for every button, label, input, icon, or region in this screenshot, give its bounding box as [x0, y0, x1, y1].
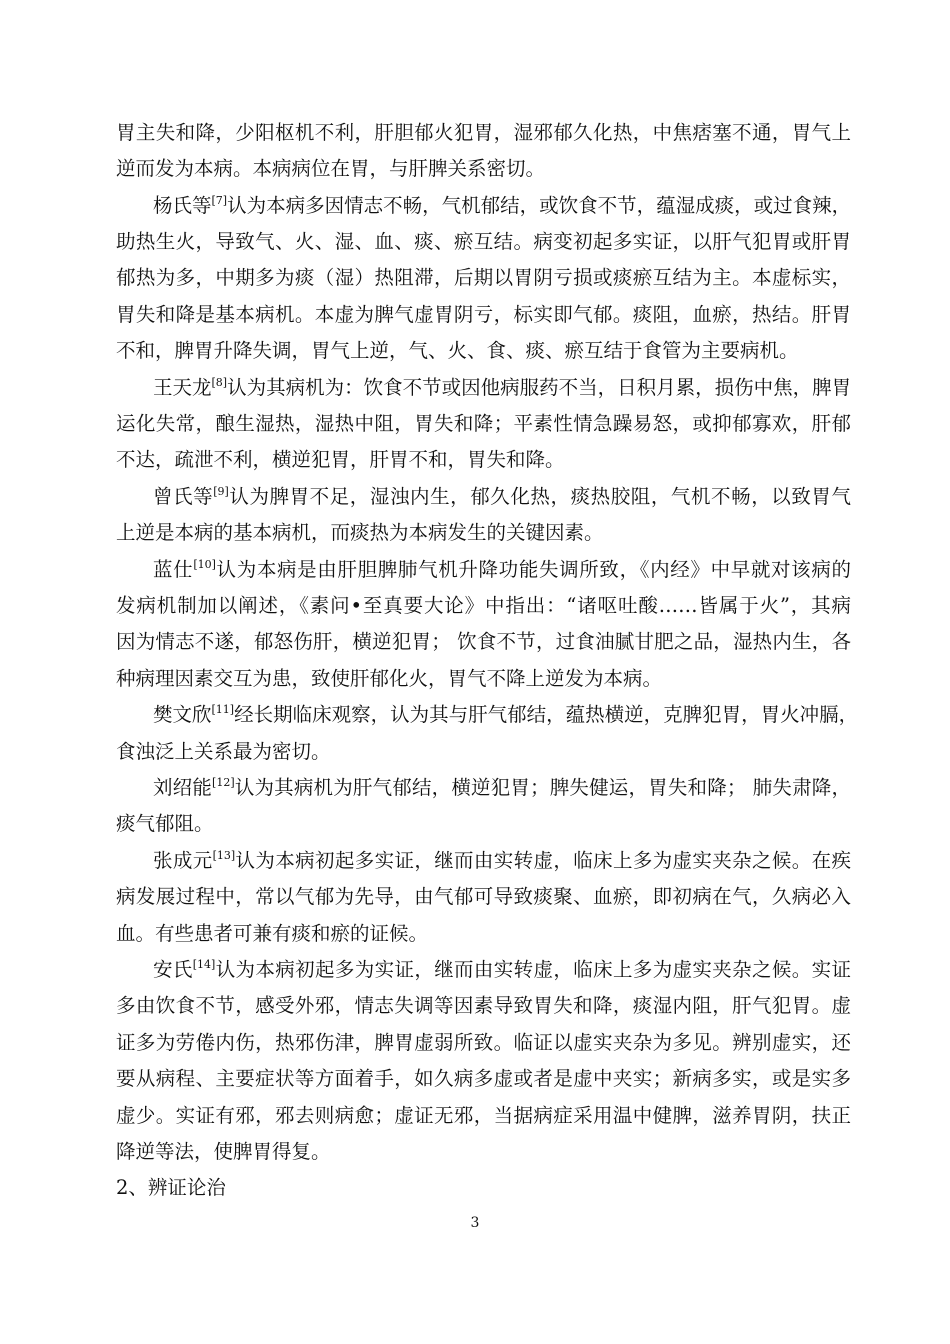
- paragraph-text: 认为本病多因情志不畅，气机郁结，或饮食不节，蕴湿成痰，或过食辣，: [227, 194, 852, 217]
- paragraph-text: 认为本病初起多为实证，继而由实转虚，临床上多为虚实夹杂之候。实证: [215, 958, 851, 981]
- author-name: 王天龙: [153, 376, 212, 399]
- page-number: 3: [470, 1215, 480, 1231]
- paragraph-first-line: [153, 849, 851, 875]
- text-line: 不和，脾胃升降失调，胃气上逆，气、火、食、痰、瘀互结于食管为主要病机。: [116, 339, 799, 362]
- text-line: 病发展过程中，常以气郁为先导，由气郁可导致痰聚、血瘀，即初病在气，久病必入: [116, 885, 851, 908]
- paragraph-text: 认为其病机为肝气郁结，横逆犯胃；脾失健运，胃失和降； 肺失肃降，: [234, 776, 851, 799]
- author-name: 安氏: [153, 958, 193, 981]
- text-line: 发病机制加以阐述，《素问•至真要大论》中指出：“诸呕吐酸……皆属于火”，其病: [116, 594, 851, 617]
- citation-ref: [9]: [213, 485, 229, 498]
- paragraph-first-line: [153, 194, 851, 220]
- text-line: 逆而发为本病。本病病位在胃，与肝脾关系密切。: [116, 157, 546, 180]
- citation-ref: [11]: [211, 703, 235, 716]
- paragraph-first-line: [153, 703, 859, 729]
- paragraph-first-line: [153, 376, 851, 402]
- citation-ref: [7]: [211, 194, 228, 207]
- text-line: 虚少。实证有邪，邪去则病愈；虚证无邪，当据病症采用温中健脾，滋养胃阴，扶正: [116, 1104, 851, 1127]
- section-heading: 2、辨证论治: [116, 1176, 226, 1199]
- citation-ref: [8]: [211, 376, 228, 389]
- author-name: 刘绍能: [153, 776, 213, 799]
- citation-ref: [12]: [212, 776, 235, 789]
- text-line: 胃失和降是基本病机。本虚为脾气虚胃阴亏，标实即气郁。痰阻，血瘀，热结。肝胃: [116, 303, 851, 326]
- paragraph-first-line: [153, 776, 851, 802]
- citation-ref: [14]: [192, 958, 216, 971]
- text-line: 降逆等法，使脾胃得复。: [116, 1140, 331, 1163]
- citation-ref: [13]: [212, 849, 236, 862]
- author-name: 蓝仕: [153, 558, 194, 581]
- text-line: 种病理因素交互为患，致使肝郁化火，胃气不降上逆发为本病。: [116, 667, 663, 690]
- citation-ref: [10]: [193, 558, 216, 571]
- text-line: 运化失常，酿生湿热，湿热中阻，胃失和降；平素性情急躁易怒，或抑郁寡欢，肝郁: [116, 412, 851, 435]
- text-line: 血。有些患者可兼有痰和瘀的证候。: [116, 922, 429, 945]
- text-line: 上逆是本病的基本病机，而痰热为本病发生的关键因素。: [116, 521, 604, 544]
- paragraph-first-line: [153, 558, 851, 584]
- author-name: 樊文欣: [153, 703, 212, 726]
- paragraph-text: 经长期临床观察，认为其与肝气郁结，蕴热横逆，克脾犯胃，胃火冲膈，: [234, 703, 859, 726]
- text-line: 要从病程、主要症状等方面着手，如久病多虚或者是虚中夹实；新病多实，或是实多: [116, 1067, 851, 1090]
- author-name: 曾氏等: [153, 485, 214, 508]
- text-line: 助热生火，导致气、火、湿、血、痰、瘀互结。病变初起多实证，以肝气犯胃或肝胃: [116, 230, 851, 253]
- text-line: 痰气郁阻。: [116, 812, 214, 835]
- author-name: 杨氏等: [153, 194, 212, 217]
- paragraph-text: 认为本病初起多实证，继而由实转虚，临床上多为虚实夹杂之候。在疾: [235, 849, 851, 872]
- text-line: 证多为劳倦内伤，热邪伤津，脾胃虚弱所致。临证以虚实夹杂为多见。辨别虚实，还: [116, 1031, 851, 1054]
- paragraph-first-line: [153, 958, 851, 984]
- paragraph-first-line: [153, 485, 851, 511]
- paragraph-text: 认为脾胃不足，湿浊内生，郁久化热，痰热胶阻，气机不畅，以致胃气: [228, 485, 851, 508]
- paragraph-text: 认为本病是由肝胆脾肺气机升降功能失调所致，《内经》中早就对该病的: [215, 558, 851, 581]
- text-line: 郁热为多，中期多为痰（湿）热阻滞，后期以胃阴亏损或痰瘀互结为主。本虚标实，: [116, 266, 851, 289]
- paragraph-text: 认为其病机为：饮食不节或因他病服药不当，日积月累，损伤中焦，脾胃: [227, 376, 852, 399]
- author-name: 张成元: [153, 849, 213, 872]
- text-line: 食浊泛上关系最为密切。: [116, 740, 331, 763]
- text-line: 多由饮食不节，感受外邪，情志失调等因素导致胃失和降，痰湿内阻，肝气犯胃。虚: [116, 994, 851, 1017]
- text-line: 不达，疏泄不利，横逆犯胃，肝胃不和，胃失和降。: [116, 448, 565, 471]
- text-line: 胃主失和降，少阳枢机不利，肝胆郁火犯胃，湿邪郁久化热，中焦痞塞不通，胃气上: [116, 121, 851, 144]
- text-line: 因为情志不遂，郁怒伤肝，横逆犯胃； 饮食不节，过食油腻甘肥之品，湿热内生，各: [116, 630, 851, 653]
